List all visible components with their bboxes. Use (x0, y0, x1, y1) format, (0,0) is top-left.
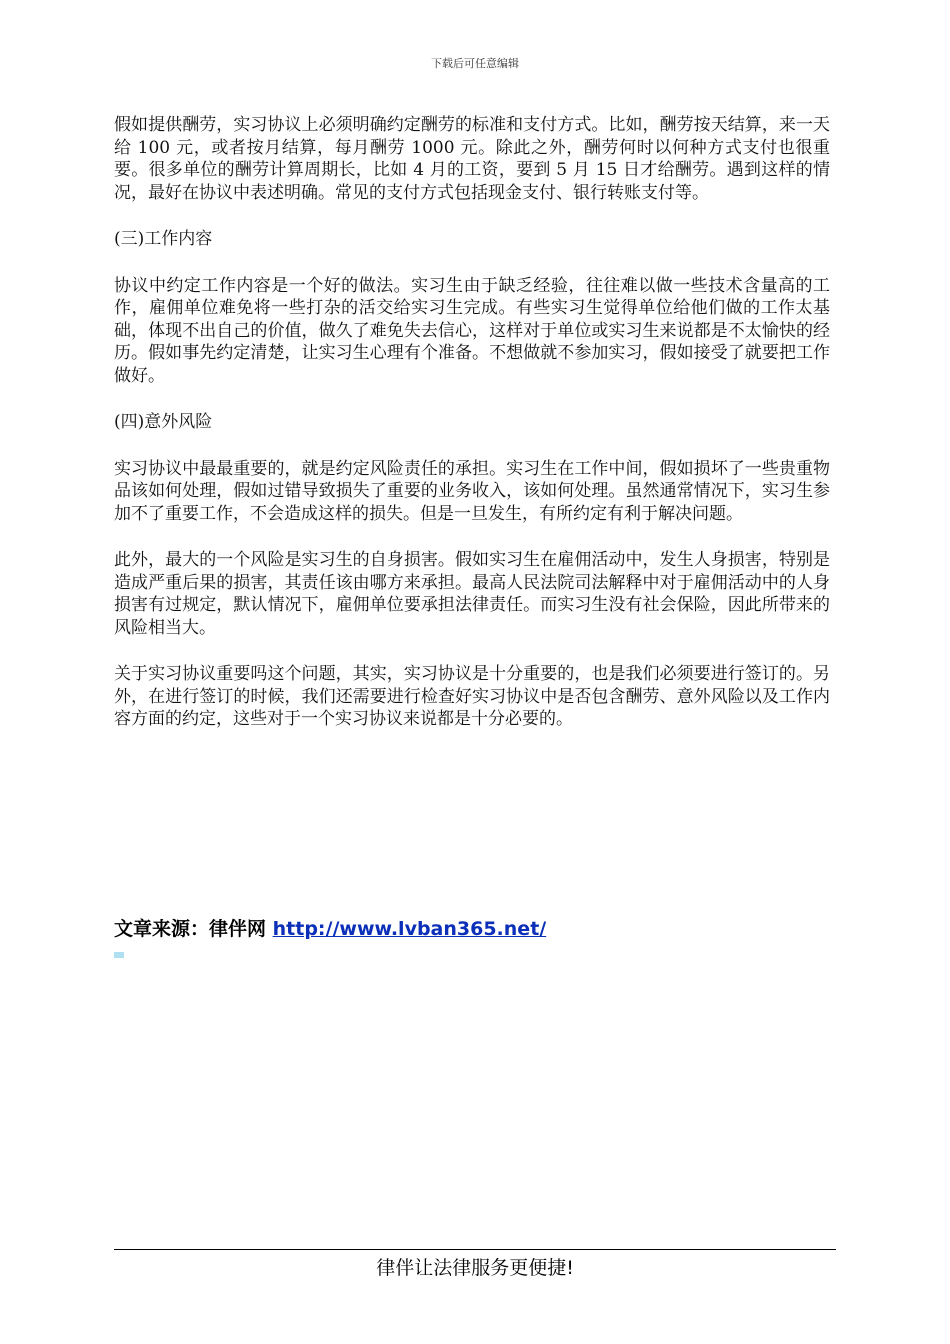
footer-slogan: 律伴让法律服务更便捷! (376, 1257, 574, 1279)
article-source (114, 914, 546, 941)
section-heading-accident-risk: (四)意外风险 (114, 412, 213, 432)
paragraph-payment: 假如提供酬劳，实习协议上必须明确约定酬劳的标准和支付方式。比如，酬劳按天结算，来一天给 100 元，或者按月结算，每月酬劳 1000 元。除此之外，酬劳何时以何种方式支付也很重要。很多单位的酬劳计算周期长，比如 4 月的工资，要到 5 月 15 日才给酬劳。遇到这样的情况，最好在协议中表述明确。常见的支付方式包括现金支付、银行转账支付等。 (114, 115, 830, 203)
paragraph-conclusion: 关于实习协议重要吗这个问题，其实，实习协议是十分重要的，也是我们必须要进行签订的。另外，在进行签订的时候，我们还需要进行检查好实习协议中是否包含酬劳、意外风险以及工作内容方面的约定，这些对于一个实习协议来说都是十分必要的。 (114, 664, 830, 729)
paragraph-work-content: 协议中约定工作内容是一个好的做法。实习生由于缺乏经验，往往难以做一些技术含量高的工作，雇佣单位难免将一些打杂的活交给实习生完成。有些实习生觉得单位给他们做的工作太基础，体现不出自己的价值，做久了难免失去信心，这样对于单位或实习生来说都是不太愉快的经历。假如事先约定清楚，让实习生心理有个准备。不想做就不参加实习，假如接受了就要把工作做好。 (114, 275, 830, 386)
section-heading-work-content: (三)工作内容 (114, 229, 213, 249)
source-label: 文章来源：律伴网 (114, 918, 273, 940)
source-link[interactable]: http://www.lvban365.net/ (272, 918, 547, 940)
decorative-marker (114, 952, 124, 958)
paragraph-personal-injury: 此外，最大的一个风险是实习生的自身损害。假如实习生在雇佣活动中，发生人身损害，特别是造成严重后果的损害，其责任该由哪方来承担。最高人民法院司法解释中对于雇佣活动中的人身损害有过规定，默认情况下，雇佣单位要承担法律责任。而实习生没有社会保险，因此所带来的风险相当大。 (114, 550, 830, 638)
paragraph-risk-liability: 实习协议中最最重要的，就是约定风险责任的承担。实习生在工作中间，假如损坏了一些贵重物品该如何处理，假如过错导致损失了重要的业务收入，该如何处理。虽然通常情况下，实习生参加不了重要工作，不会造成这样的损失。但是一旦发生，有所约定有利于解决问题。 (114, 458, 830, 524)
document-body (114, 114, 830, 755)
header-note: 下载后可任意编辑 (431, 57, 519, 70)
footer-divider (114, 1249, 836, 1250)
